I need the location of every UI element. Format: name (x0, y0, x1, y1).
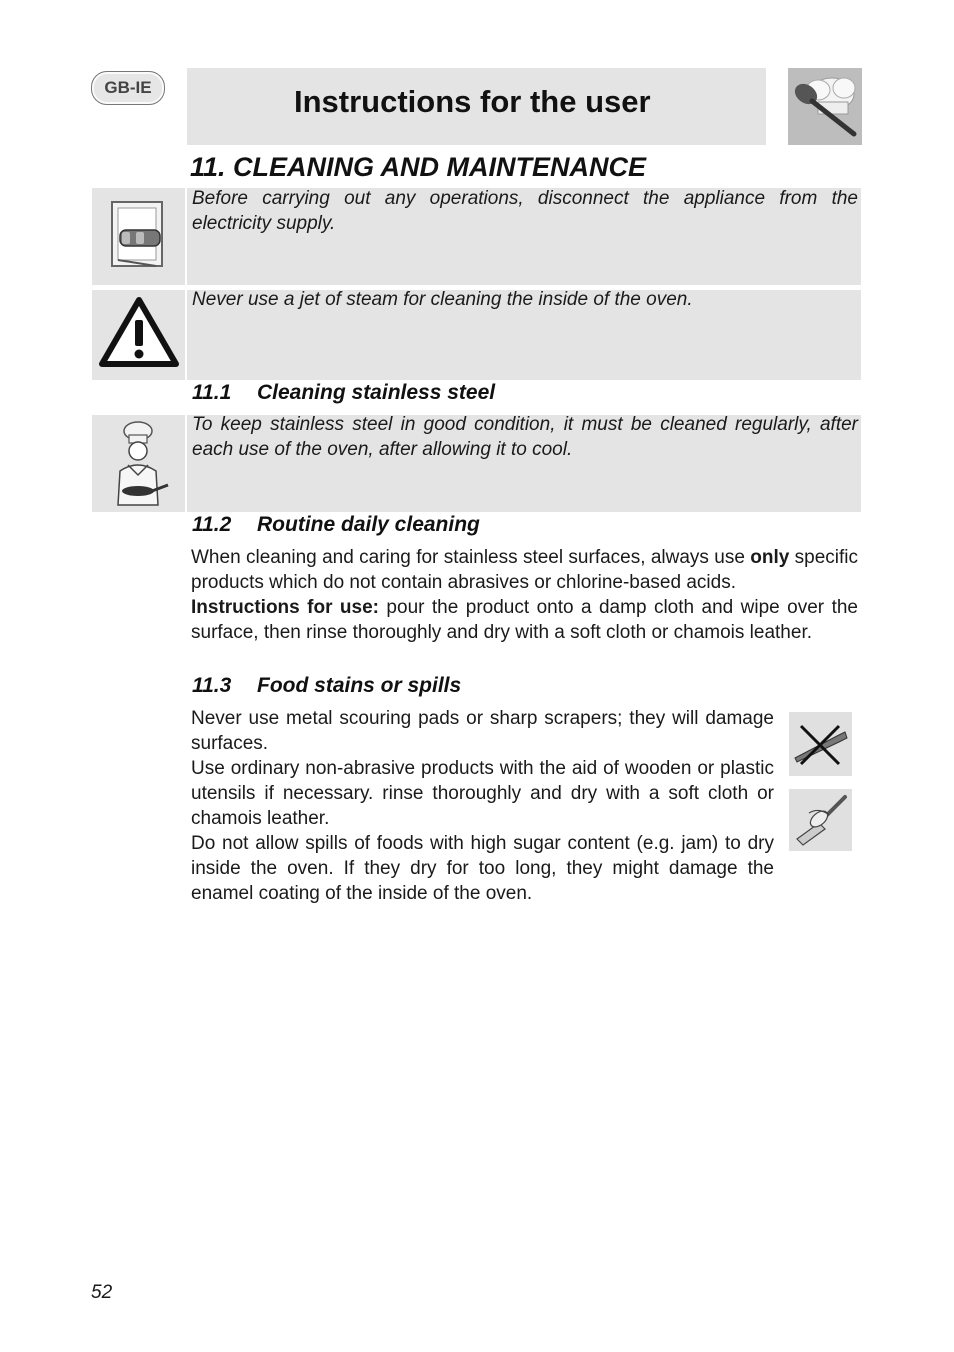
text-span: specific products which do not contain abrasives or chlorine-based acids. (191, 547, 858, 593)
page-number: 52 (91, 1282, 113, 1303)
note-steam-text: Never use a jet of steam for cleaning the inside of the oven. (192, 289, 693, 310)
language-badge: GB-IE (91, 71, 165, 105)
subsection-label: Food stains or spills (257, 674, 462, 697)
note-icon-box (92, 415, 185, 512)
spoon-chef-hat-icon (788, 68, 862, 145)
text-bold: only (750, 547, 790, 568)
food-stains-paragraph-1: Never use metal scouring pads or sharp scrapers; they will damage surfaces. (191, 708, 774, 754)
wooden-utensil-icon (789, 789, 852, 851)
subsection-title-11-1 (192, 381, 495, 405)
daily-cleaning-paragraph-1 (191, 545, 858, 595)
subsection-number: 11.1 (192, 381, 232, 404)
page-title: Instructions for the user (294, 84, 651, 119)
text-bold: Instructions for use: (191, 597, 379, 618)
note-stainless-text: To keep stainless steel in good condition, it must be cleaned regularly, after each use of the oven, after allowing it to cool. (192, 414, 858, 460)
note-icon-box (92, 290, 185, 380)
subsection-label: Routine daily cleaning (257, 513, 480, 536)
subsection-title-11-3 (192, 674, 461, 698)
food-stains-paragraph-2: Use ordinary non-abrasive products with the aid of wooden or plastic utensils if necessary. rinse thoroughly and dry with a soft cloth or chamois leather. (191, 758, 774, 829)
section-title: 11. CLEANING AND MAINTENANCE (190, 152, 647, 182)
warning-triangle-icon (92, 290, 185, 380)
note-icon-box (92, 188, 185, 285)
chef-icon (92, 415, 185, 512)
text-span: When cleaning and caring for stainless steel surfaces, always use (191, 547, 751, 568)
subsection-number: 11.2 (192, 513, 232, 536)
note-disconnect-text: Before carrying out any operations, disconnect the appliance from the electricity supply. (192, 188, 858, 234)
text-span: pour the product onto a damp cloth and wipe over the surface, then rinse thoroughly and dry with a soft cloth or chamois leather. (191, 597, 858, 643)
subsection-label: Cleaning stainless steel (257, 381, 496, 404)
subsection-title-11-2 (192, 513, 480, 537)
unplug-socket-icon (92, 188, 185, 285)
daily-cleaning-paragraph-2 (191, 595, 858, 645)
subsection-number: 11.3 (192, 674, 232, 697)
crossed-scraper-icon (789, 712, 852, 776)
food-stains-paragraph-3: Do not allow spills of foods with high sugar content (e.g. jam) to dry inside the oven. If they dry for too long, they might damage the enamel coating of the inside of the oven. (191, 833, 774, 904)
